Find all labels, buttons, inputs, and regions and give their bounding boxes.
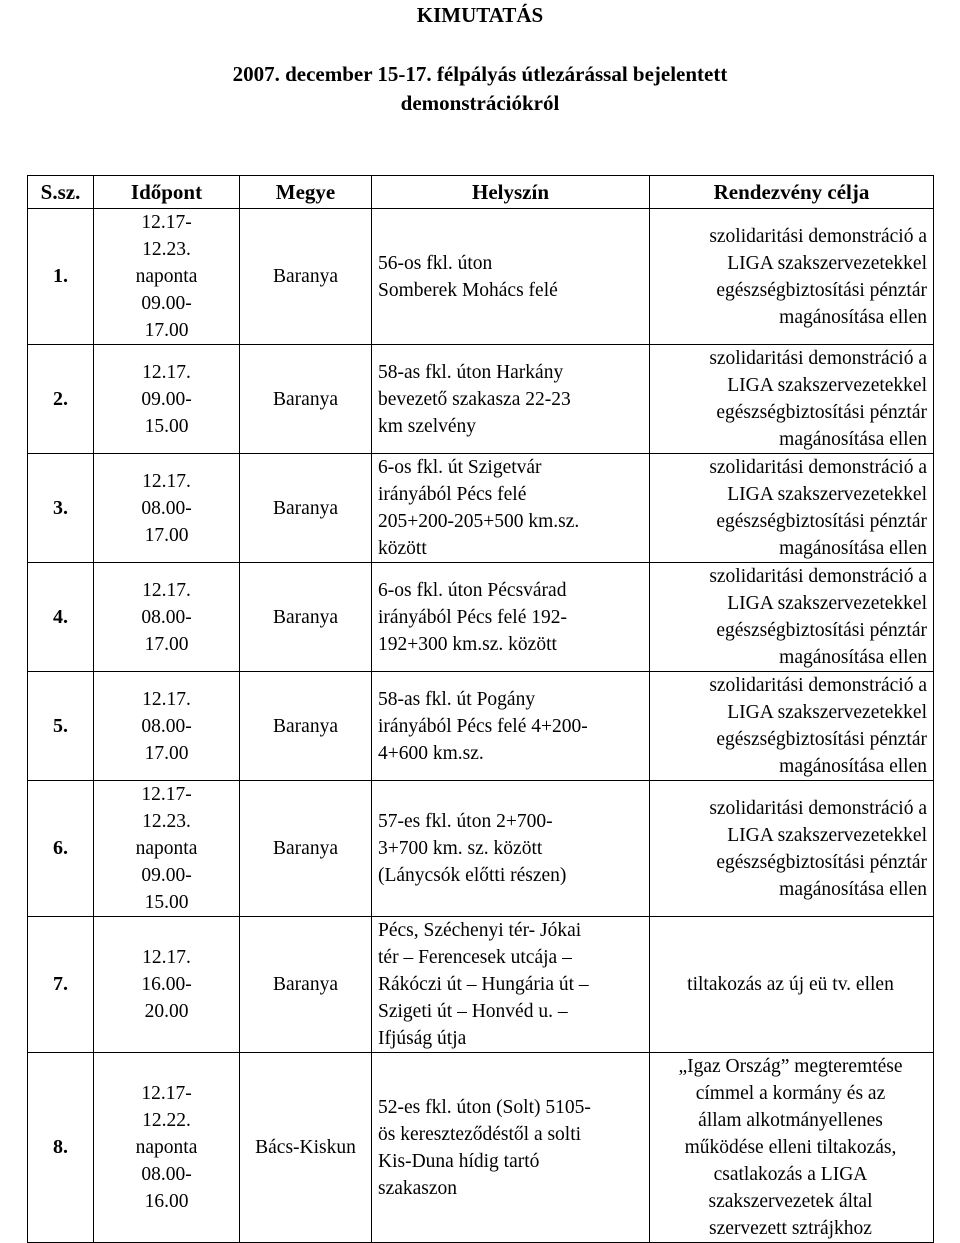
location-line: km szelvény <box>378 415 477 437</box>
time-cell <box>94 454 240 563</box>
location-line: között <box>378 538 427 559</box>
county-cell: Baranya <box>240 209 372 345</box>
time-line: 17.00 <box>144 633 189 655</box>
time-line: 17.00 <box>144 320 189 341</box>
table-row <box>28 781 934 917</box>
location-line: Somberek Mohács felé <box>378 279 558 301</box>
page-title: KIMUTATÁS <box>416 3 544 27</box>
location-line: Szigeti út – Honvéd u. – <box>378 1001 568 1022</box>
location-cell <box>372 454 650 563</box>
row-number: 2. <box>28 345 94 454</box>
time-line: 08.00- <box>141 1164 192 1185</box>
location-line: 56-os fkl. úton <box>378 252 493 274</box>
purpose-line: csatlakozás a LIGA <box>713 1164 868 1185</box>
purpose-line: szolidaritási demonstráció a <box>709 675 927 696</box>
purpose-line: szolidaritási demonstráció a <box>709 797 927 819</box>
time-line: 08.00- <box>141 715 192 737</box>
location-cell <box>372 563 650 672</box>
subtitle-line-1: 2007. december 15-17. félpályás útlezárással bejelentett <box>232 62 728 86</box>
location-line: tér – Ferencesek utcája – <box>378 947 572 968</box>
time-line: 12.17. <box>142 470 191 492</box>
purpose-line: szolidaritási demonstráció a <box>709 566 927 587</box>
county-cell: Bács-Kiskun <box>240 1053 372 1243</box>
time-line: 15.00 <box>144 892 189 913</box>
time-line: 20.00 <box>144 1001 189 1022</box>
location-cell <box>372 917 650 1053</box>
county-cell: Baranya <box>240 781 372 917</box>
time-line: 08.00- <box>141 497 192 519</box>
purpose-line: működése elleni tiltakozás, <box>684 1137 897 1158</box>
table-row <box>28 672 934 781</box>
purpose-line: szervezett sztrájkhoz <box>709 1218 872 1239</box>
purpose-line: LIGA szakszervezetekkel <box>727 375 927 396</box>
location-line: Pécs, Széchenyi tér- Jókai <box>378 920 582 941</box>
column-header-location: Helyszín <box>372 176 650 209</box>
table-body <box>28 209 934 1243</box>
purpose-line: szakszervezetek által <box>708 1191 873 1212</box>
purpose-line: magánosítása ellen <box>779 306 927 328</box>
time-line: 12.23. <box>142 811 191 832</box>
time-cell <box>94 563 240 672</box>
location-line: irányából Pécs felé <box>378 484 527 505</box>
row-number: 5. <box>28 672 94 781</box>
location-line: bevezető szakasza 22-23 <box>378 388 571 410</box>
county-cell: Baranya <box>240 563 372 672</box>
time-line: 12.23. <box>142 239 191 260</box>
row-number: 6. <box>28 781 94 917</box>
purpose-line: állam alkotmányellenes <box>698 1110 883 1131</box>
county-cell: Baranya <box>240 454 372 563</box>
column-header-county: Megye <box>240 176 372 209</box>
time-cell <box>94 209 240 345</box>
row-number: 8. <box>28 1053 94 1243</box>
table-row <box>28 563 934 672</box>
purpose-cell <box>650 209 934 345</box>
location-cell <box>372 672 650 781</box>
time-line: 16.00- <box>141 974 192 995</box>
location-line: 6-os fkl. úton Pécsvárad <box>378 579 567 601</box>
location-line: 52-es fkl. úton (Solt) 5105- <box>378 1096 591 1118</box>
location-line: 3+700 km. sz. között <box>378 838 543 859</box>
time-line: 12.17- <box>141 784 192 805</box>
location-line: 205+200-205+500 km.sz. <box>378 511 580 532</box>
purpose-line: LIGA szakszervezetekkel <box>727 824 927 846</box>
purpose-line: magánosítása ellen <box>779 538 927 559</box>
time-cell <box>94 345 240 454</box>
purpose-line: magánosítása ellen <box>779 429 927 450</box>
county-cell: Baranya <box>240 345 372 454</box>
purpose-line: magánosítása ellen <box>779 647 927 668</box>
county-cell: Baranya <box>240 672 372 781</box>
location-cell <box>372 1053 650 1243</box>
purpose-line: egészségbiztosítási pénztár <box>716 402 927 423</box>
time-cell <box>94 672 240 781</box>
time-cell <box>94 781 240 917</box>
purpose-line: egészségbiztosítási pénztár <box>716 279 927 301</box>
purpose-line: egészségbiztosítási pénztár <box>716 851 927 873</box>
location-line: 4+600 km.sz. <box>378 742 484 764</box>
location-line: 58-as fkl. úton Harkány <box>378 361 564 383</box>
table-row <box>28 345 934 454</box>
purpose-line: LIGA szakszervezetekkel <box>727 484 927 505</box>
time-line: 12.22. <box>142 1110 191 1131</box>
location-line: szakaszon <box>378 1177 458 1199</box>
purpose-cell <box>650 917 934 1053</box>
purpose-line: szolidaritási demonstráció a <box>709 348 927 369</box>
time-line: 12.17. <box>142 579 191 601</box>
purpose-line: LIGA szakszervezetekkel <box>727 252 927 274</box>
time-line: 12.17- <box>141 212 192 233</box>
location-line: Rákóczi út – Hungária út – <box>378 974 589 995</box>
purpose-line: szolidaritási demonstráció a <box>709 457 927 478</box>
table-header-row <box>28 176 934 209</box>
time-line: 12.17. <box>142 361 191 383</box>
purpose-line: LIGA szakszervezetekkel <box>727 702 927 723</box>
purpose-line: magánosítása ellen <box>779 878 927 900</box>
purpose-line: szolidaritási demonstráció a <box>709 225 927 247</box>
location-line: 192+300 km.sz. között <box>378 633 557 655</box>
purpose-line: egészségbiztosítási pénztár <box>716 729 927 750</box>
time-line: naponta <box>135 838 198 859</box>
demonstrations-table <box>27 175 934 1243</box>
purpose-cell <box>650 672 934 781</box>
time-line: 09.00- <box>141 293 192 314</box>
purpose-line: egészségbiztosítási pénztár <box>716 620 927 641</box>
time-line: 12.17- <box>141 1083 192 1104</box>
location-cell <box>372 209 650 345</box>
row-number: 4. <box>28 563 94 672</box>
location-cell <box>372 345 650 454</box>
table-row <box>28 209 934 345</box>
purpose-cell <box>650 781 934 917</box>
row-number: 3. <box>28 454 94 563</box>
location-line: Ifjúság útja <box>378 1028 467 1049</box>
table-row <box>28 454 934 563</box>
purpose-cell <box>650 454 934 563</box>
location-line: (Lánycsók előtti részen) <box>378 865 567 886</box>
row-number: 7. <box>28 917 94 1053</box>
purpose-cell <box>650 1053 934 1243</box>
location-line: 6-os fkl. út Szigetvár <box>378 457 542 478</box>
time-line: naponta <box>135 1137 198 1158</box>
purpose-cell <box>650 345 934 454</box>
time-line: 12.17. <box>142 688 191 710</box>
purpose-line: tiltakozás az új eü tv. ellen <box>687 974 894 995</box>
time-cell <box>94 917 240 1053</box>
purpose-line: magánosítása ellen <box>779 756 927 777</box>
time-line: 17.00 <box>144 524 189 546</box>
time-line: 16.00 <box>144 1191 189 1212</box>
column-header-number: S.sz. <box>28 176 94 209</box>
time-line: 12.17. <box>142 947 191 968</box>
purpose-cell <box>650 563 934 672</box>
location-line: 57-es fkl. úton 2+700- <box>378 811 553 832</box>
purpose-line: LIGA szakszervezetekkel <box>727 593 927 614</box>
purpose-line: egészségbiztosítási pénztár <box>716 511 927 532</box>
location-line: 58-as fkl. út Pogány <box>378 688 536 710</box>
column-header-purpose: Rendezvény célja <box>650 176 934 209</box>
time-cell <box>94 1053 240 1243</box>
county-cell: Baranya <box>240 917 372 1053</box>
time-line: 17.00 <box>144 742 189 764</box>
location-line: irányából Pécs felé 4+200- <box>378 715 588 737</box>
time-line: 08.00- <box>141 606 192 628</box>
time-line: naponta <box>135 266 198 287</box>
time-line: 15.00 <box>144 415 189 437</box>
location-line: irányából Pécs felé 192- <box>378 606 567 628</box>
location-line: ös kereszteződéstől a solti <box>378 1123 582 1145</box>
table-row <box>28 1053 934 1243</box>
time-line: 09.00- <box>141 388 192 410</box>
location-line: Kis-Duna hídig tartó <box>378 1150 540 1172</box>
row-number: 1. <box>28 209 94 345</box>
purpose-line: „Igaz Ország” megteremtése <box>678 1056 903 1077</box>
column-header-time: Időpont <box>94 176 240 209</box>
location-cell <box>372 781 650 917</box>
purpose-line: címmel a kormány és az <box>695 1083 886 1104</box>
table-row <box>28 917 934 1053</box>
subtitle-line-2: demonstrációkról <box>400 91 560 115</box>
time-line: 09.00- <box>141 865 192 886</box>
